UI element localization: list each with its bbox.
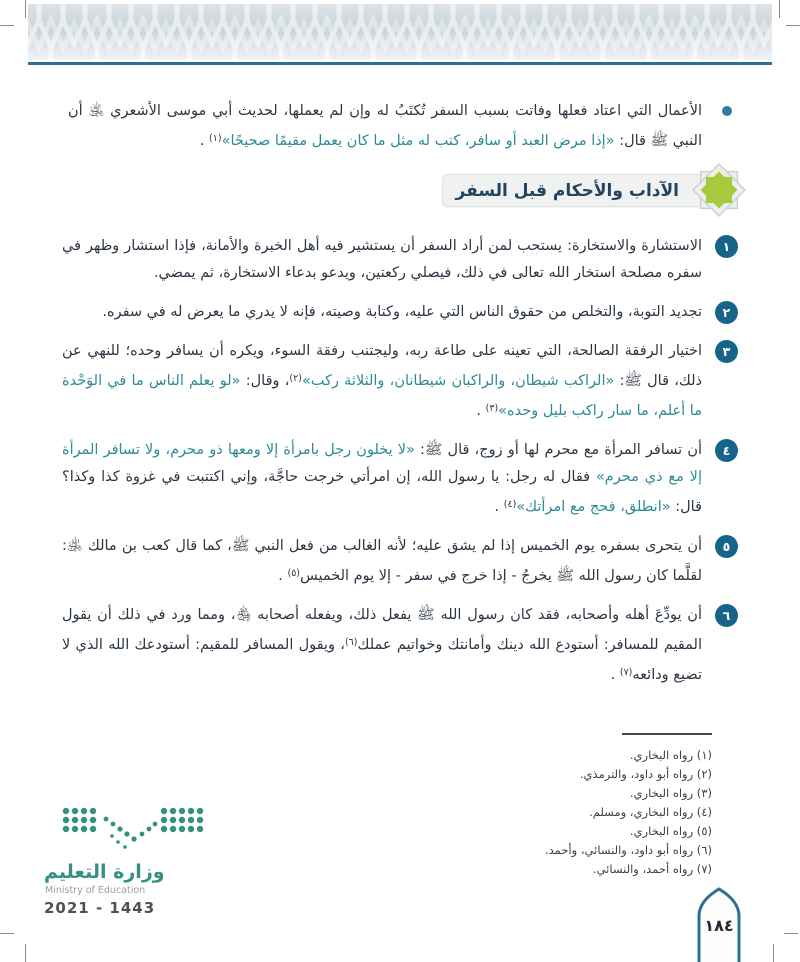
footnote-ref: (٤) [503,499,517,510]
footnote-marker: (٣) [693,786,712,800]
footnote-divider [622,733,712,735]
page-number: ١٨٤ [704,916,734,935]
numbered-item [62,299,738,326]
footnote-marker: (١) [693,748,712,762]
body-text: . [610,667,620,683]
edition-years: 2021 - 1443 [44,899,156,917]
body-text: الاستشارة والاستخارة: يستحب لمن أراد السفر أن يستشير فيه أهل الخبرة والأمانة، فإذا استشار وظهر في سفره مصلحة استخار الله تعالى في ذلك، فيصلي ركعتين، ويدعو بدعاء الاستخارة، ثم يمضي. [62,238,702,281]
body-text: أن يودِّعَ أهله وأصحابه، فقد كان رسول الله ﷺ يفعل ذلك، ويفعله أصحابه ﵃، ومما ورد في ذلك أن يقول المقيم للمسافر: أستودع الله دينك وأمانتك وخواتيم عملك [62,607,703,653]
section-header [62,167,738,215]
footnote [62,746,712,765]
item-text [62,338,702,425]
body-text: . [476,403,486,419]
footnote [62,784,712,803]
crop-mark [786,25,800,26]
hadith-quote: «لا يخلون رجل بامرأة إلا ومعها ذو محرم، ولا تسافر المرأة إلا مع ذي محرم» [62,442,702,485]
footnote-marker: (٤) [693,805,712,819]
crop-mark [779,0,780,18]
crop-mark [0,25,14,26]
section-title: الآداب والأحكام قبل السفر [455,180,679,201]
crop-mark [784,933,798,934]
hadith-quote: «لو يعلم الناس ما في الوَحْدة ما أعلم، ما سار راكب بليل وحده» [62,373,702,419]
crop-mark [0,933,14,934]
body-text: تجديد التوبة، والتخلص من حقوق الناس التي عليه، وكتابة وصيته، فإنه لا يدري ما يعرض له في سفره. [102,304,702,320]
footnote-text: رواه أبو داود، والترمذي. [579,767,694,781]
item-number-badge: ١ [715,235,738,258]
ministry-name-english: Ministry of Education [45,885,146,896]
crop-mark [25,944,26,962]
item-number-badge: ٦ [715,604,738,627]
ministry-logo-dots [58,803,208,855]
page-content [62,98,738,701]
footnote-text: رواه البخاري. [629,748,694,762]
body-text: أن تسافر المرأة مع محرم لها أو زوج، قال ﷺ: [414,442,702,458]
footnote-marker: (٥) [693,824,712,838]
body-text: فقال له رجل: يا رسول الله، إن امرأتي خرجت حاجَّة، وإني اكتتبت في غزوة كذا وكذا؟ قال: [62,469,702,515]
footnote-text: رواه أبو داود، والنسائي، وأحمد. [544,843,694,857]
numbered-item [62,602,738,689]
footnote-ref: (٧) [619,667,633,678]
item-text [62,299,702,326]
ministry-name-arabic: وزارة التعليم [44,861,165,883]
item-text [62,437,702,521]
body-text: ، وقال: [240,373,290,389]
body-text: ، ويقول المسافر للمقيم: أستودعك الله الذي لا تضيع ودائعه [62,637,702,683]
footnote-text: رواه البخاري. [629,824,694,838]
ministry-logo [30,803,210,917]
crop-mark [773,944,774,962]
footnote-ref: (٢) [289,373,302,384]
intro-paragraph [68,98,738,155]
intro-text [68,103,702,149]
footnote-marker: (٧) [693,862,712,876]
islamic-pattern-band-graphic [28,4,772,60]
body-text: . [278,568,288,584]
item-text [62,533,702,590]
body-text: . [494,499,504,515]
footnote-text: رواه البخاري، ومسلم. [589,805,694,819]
item-text [62,602,702,689]
footnote-ref: (٣) [485,403,499,414]
item-number-badge: ٢ [715,301,738,324]
item-number-badge: ٤ [715,439,738,462]
footnote-text: رواه أحمد، والنسائي. [592,862,694,876]
item-number-badge: ٥ [715,535,738,558]
eight-point-star-icon [690,161,748,219]
numbered-item [62,533,738,590]
footnote-text: رواه البخاري. [629,786,694,800]
body-text: الأعمال التي اعتاد فعلها وفاتت بسبب السفر تُكتَبُ له وإن لم يعملها، لحديث أبي موسى الأشعري ﵁ أن النبي ﷺ قال: [68,103,702,149]
footnote-marker: (٢) [693,767,712,781]
islamic-pattern-band [28,4,772,60]
body-text: أن يتحرى بسفره يوم الخميس إذا لم يشق عليه؛ لأنه الغالب من فعل النبي ﷺ، كما قال كعب بن مالك ﵁: لقلَّما كان رسول الله ﷺ يخرجُ - إذا خرج في سفر - إلا يوم الخميس [62,538,702,584]
header-rule [28,62,772,65]
hadith-quote: «إذا مرض العبد أو سافر، كتب له مثل ما كان يعمل مقيمًا صحيحًا» [221,133,615,149]
circle-bullet-icon [722,106,732,116]
hadith-quote: «الراكب شيطان، والراكبان شيطانان، والثلاثة ركب» [301,373,615,389]
body-text: . [199,133,210,149]
item-text [62,233,702,287]
item-number-badge: ٣ [715,340,738,363]
numbered-item [62,233,738,287]
crop-mark [25,0,26,18]
numbered-item [62,437,738,521]
page-number-frame [696,886,742,962]
footnote-marker: (٦) [693,843,712,857]
body-text: اختيار الرفقة الصالحة، التي تعينه على طاعة ربه، وليجتنب رفقة السوء، ويكره أن يسافر وحده؛ للنهي عن ذلك، قال ﷺ: [62,343,703,389]
footnote-ref: (١) [209,133,222,144]
hadith-quote: «انطلق، فحج مع امرأتك» [516,499,671,515]
footnote-ref: (٥) [287,568,301,579]
numbered-item [62,338,738,425]
footnote [62,765,712,784]
numbered-items-list [62,233,738,689]
footnote-ref: (٦) [344,637,358,648]
